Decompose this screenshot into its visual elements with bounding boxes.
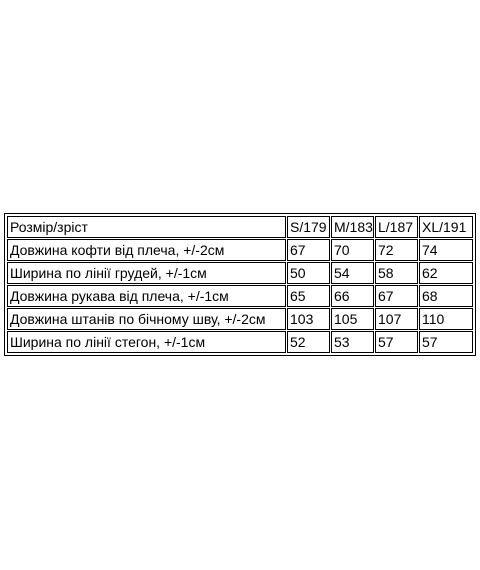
cell-value: 58 (375, 262, 418, 284)
cell-value: 57 (419, 331, 473, 353)
header-cell-s: S/179 (287, 216, 330, 238)
cell-value: 68 (419, 285, 473, 307)
row-label: Довжина рукава від плеча, +/-1см (7, 285, 286, 307)
cell-value: 67 (375, 285, 418, 307)
header-cell-xl: XL/191 (419, 216, 473, 238)
table-row (7, 262, 473, 284)
table-row (7, 285, 473, 307)
cell-value: 103 (287, 308, 330, 330)
cell-value: 66 (331, 285, 374, 307)
row-label: Ширина по лінії грудей, +/-1см (7, 262, 286, 284)
cell-value: 74 (419, 239, 473, 261)
cell-value: 52 (287, 331, 330, 353)
table-row (7, 331, 473, 353)
row-label: Ширина по лінії стегон, +/-1см (7, 331, 286, 353)
row-label: Довжина кофти від плеча, +/-2см (7, 239, 286, 261)
cell-value: 54 (331, 262, 374, 284)
cell-value: 107 (375, 308, 418, 330)
size-table-frame (4, 213, 476, 356)
header-cell-size-height: Розмір/зріст (7, 216, 286, 238)
table-row (7, 239, 473, 261)
cell-value: 105 (331, 308, 374, 330)
cell-value: 57 (375, 331, 418, 353)
cell-value: 65 (287, 285, 330, 307)
size-table (6, 215, 474, 354)
cell-value: 50 (287, 262, 330, 284)
header-cell-l: L/187 (375, 216, 418, 238)
table-row (7, 308, 473, 330)
cell-value: 62 (419, 262, 473, 284)
cell-value: 72 (375, 239, 418, 261)
table-header-row (7, 216, 473, 238)
header-cell-m: M/183 (331, 216, 374, 238)
cell-value: 53 (331, 331, 374, 353)
cell-value: 67 (287, 239, 330, 261)
row-label: Довжина штанів по бічному шву, +/-2см (7, 308, 286, 330)
cell-value: 70 (331, 239, 374, 261)
cell-value: 110 (419, 308, 473, 330)
